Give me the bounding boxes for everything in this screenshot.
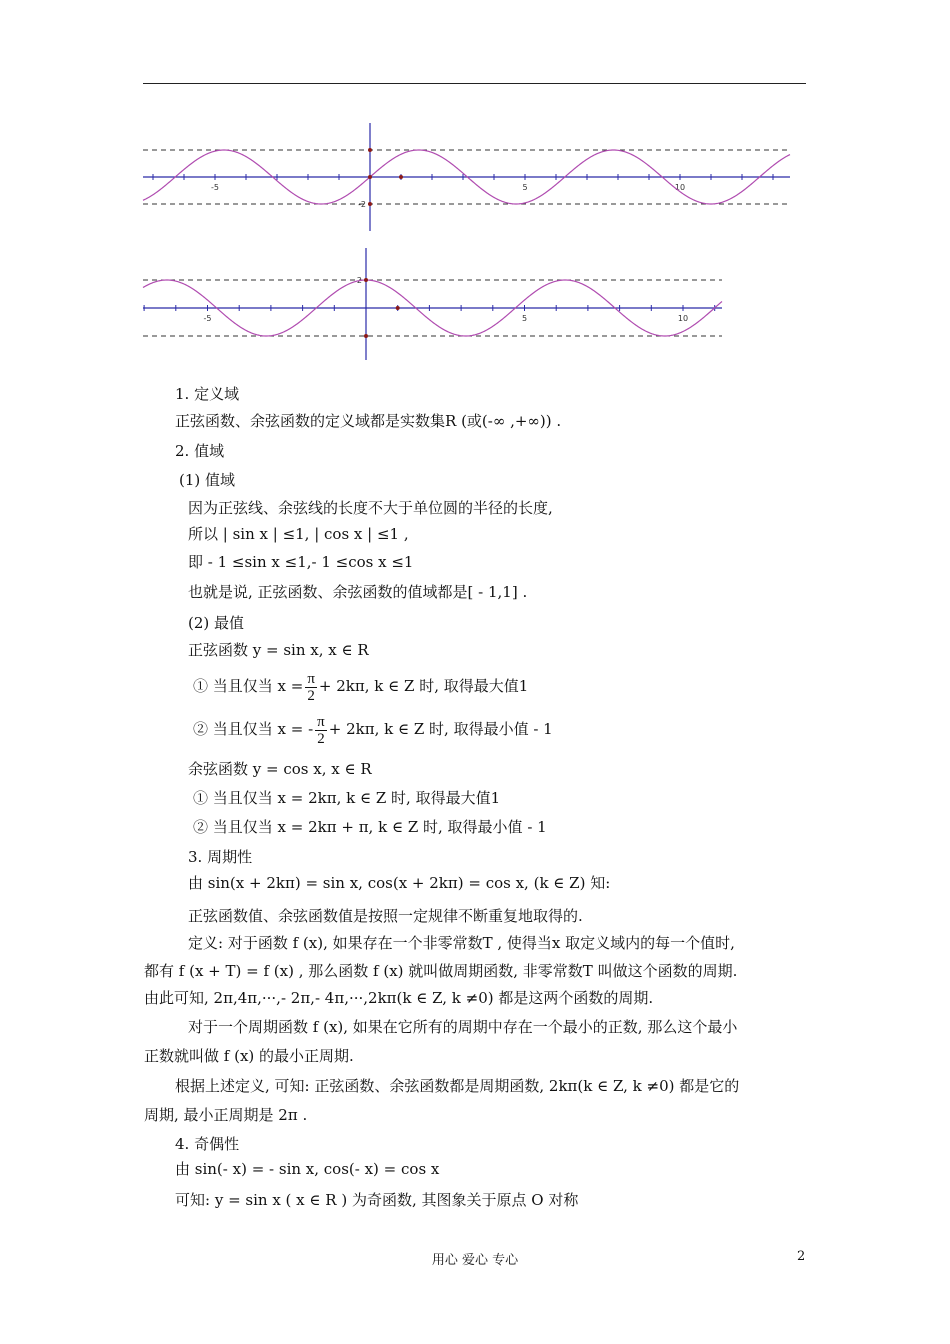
pi-over-two-fraction <box>315 714 327 747</box>
text-parity-conclusion: 可知: y = sin x ( x ∈ R ) 为奇函数, 其图象关于原点 O 对称 <box>175 1191 579 1209</box>
text-periodicity-identity: 由 sin(x + 2kπ) = sin x, cos(x + 2kπ) = cos x, (k ∈ Z) 知: <box>188 874 611 892</box>
text-cosine-min: ② 当且仅当 x = 2kπ + π, k ∈ Z 时, 取得最小值 - 1 <box>193 818 547 836</box>
y-tick-label: 2 <box>356 276 362 285</box>
text-min-period-def-cont: 正数就叫做 f (x) 的最小正周期. <box>144 1047 354 1065</box>
text-period-conclusion: 根据上述定义, 可知: 正弦函数、余弦函数都是周期函数, 2kπ(k ∈ Z, k ≠0) 都是它的 <box>175 1077 740 1095</box>
text-parity-identity: 由 sin(- x) = - sin x, cos(- x) = cos x <box>175 1160 440 1178</box>
x-tick-label: -5 <box>203 314 212 323</box>
text-min-period-def: 对于一个周期函数 f (x), 如果在它所有的周期中存在一个最小的正数, 那么这个最小 <box>188 1018 738 1036</box>
x-tick-label: 5 <box>522 183 528 192</box>
marked-point <box>364 278 368 282</box>
text-periodicity-repeat: 正弦函数值、余弦函数值是按照一定规律不断重复地取得的. <box>188 907 583 925</box>
sine-max-suffix: + 2kπ, k ∈ Z 时, 取得最大值1 <box>318 677 529 695</box>
x-tick-label: 10 <box>677 314 689 323</box>
text-period-conclusion-cont: 周期, 最小正周期是 2π . <box>144 1106 308 1124</box>
sine-graph <box>0 115 950 235</box>
heading-range: 2. 值域 <box>175 442 225 460</box>
page-number: 2 <box>797 1249 806 1264</box>
y-tick-label: -2 <box>358 200 366 209</box>
text-period-examples: 由此可知, 2π,4π,···,- 2π,- 4π,···,2kπ(k ∈ Z, k ≠0) 都是这两个函数的周期. <box>144 989 654 1007</box>
sine-min-suffix: + 2kπ, k ∈ Z 时, 取得最小值 - 1 <box>328 720 553 738</box>
subheading-range: (1) 值域 <box>179 471 236 489</box>
fraction-numerator: π <box>307 670 315 687</box>
marked-point <box>364 334 368 338</box>
text-cosine-max: ① 当且仅当 x = 2kπ, k ∈ Z 时, 取得最大值1 <box>193 789 501 807</box>
x-tick-label: 10 <box>674 183 686 192</box>
cosine-graph <box>0 240 950 365</box>
heading-parity: 4. 奇偶性 <box>175 1135 240 1153</box>
heading-periodicity: 3. 周期性 <box>188 848 253 866</box>
text-range-ineq: 即 - 1 ≤sin x ≤1,- 1 ≤cos x ≤1 <box>188 553 414 571</box>
fraction-numerator: π <box>317 713 325 730</box>
header-rule <box>143 83 806 84</box>
fraction-denominator: 2 <box>317 730 325 747</box>
text-range-result: 也就是说, 正弦函数、余弦函数的值域都是[ - 1,1] . <box>188 583 528 601</box>
text-period-definition: 定义: 对于函数 f (x), 如果存在一个非零常数T , 使得当x 取定义域内的每一个值时, <box>188 934 735 952</box>
marked-point <box>399 175 403 179</box>
fraction-denominator: 2 <box>307 687 315 704</box>
sine-max-prefix: ① 当且仅当 x = <box>193 677 304 695</box>
text-domain: 正弦函数、余弦函数的定义域都是实数集R (或(-∞ ,+∞)) . <box>175 412 562 430</box>
text-period-definition-cont: 都有 f (x + T) = f (x) , 那么函数 f (x) 就叫做周期函数, 非零常数T 叫做这个函数的周期. <box>144 962 738 980</box>
marked-point <box>368 148 372 152</box>
subheading-extrema: (2) 最值 <box>188 614 245 632</box>
sine-min-prefix: ② 当且仅当 x = - <box>193 720 314 738</box>
heading-domain: 1. 定义域 <box>175 385 240 403</box>
marked-point <box>368 175 372 179</box>
x-tick-label: 5 <box>521 314 528 323</box>
marked-point <box>396 306 400 310</box>
text-range-abs: 所以 | sin x | ≤1, | cos x | ≤1 , <box>188 525 409 543</box>
text-cosine-function: 余弦函数 y = cos x, x ∈ R <box>188 760 372 778</box>
footer-motto: 用心 爱心 专心 <box>431 1253 519 1268</box>
text-sine-function: 正弦函数 y = sin x, x ∈ R <box>188 641 369 659</box>
text-sine-max <box>193 668 528 704</box>
marked-point <box>368 202 372 206</box>
pi-over-two-fraction <box>305 671 317 704</box>
text-range-reason: 因为正弦线、余弦线的长度不大于单位圆的半径的长度, <box>188 499 553 517</box>
text-sine-min <box>193 711 553 747</box>
x-tick-label: -5 <box>211 183 219 192</box>
